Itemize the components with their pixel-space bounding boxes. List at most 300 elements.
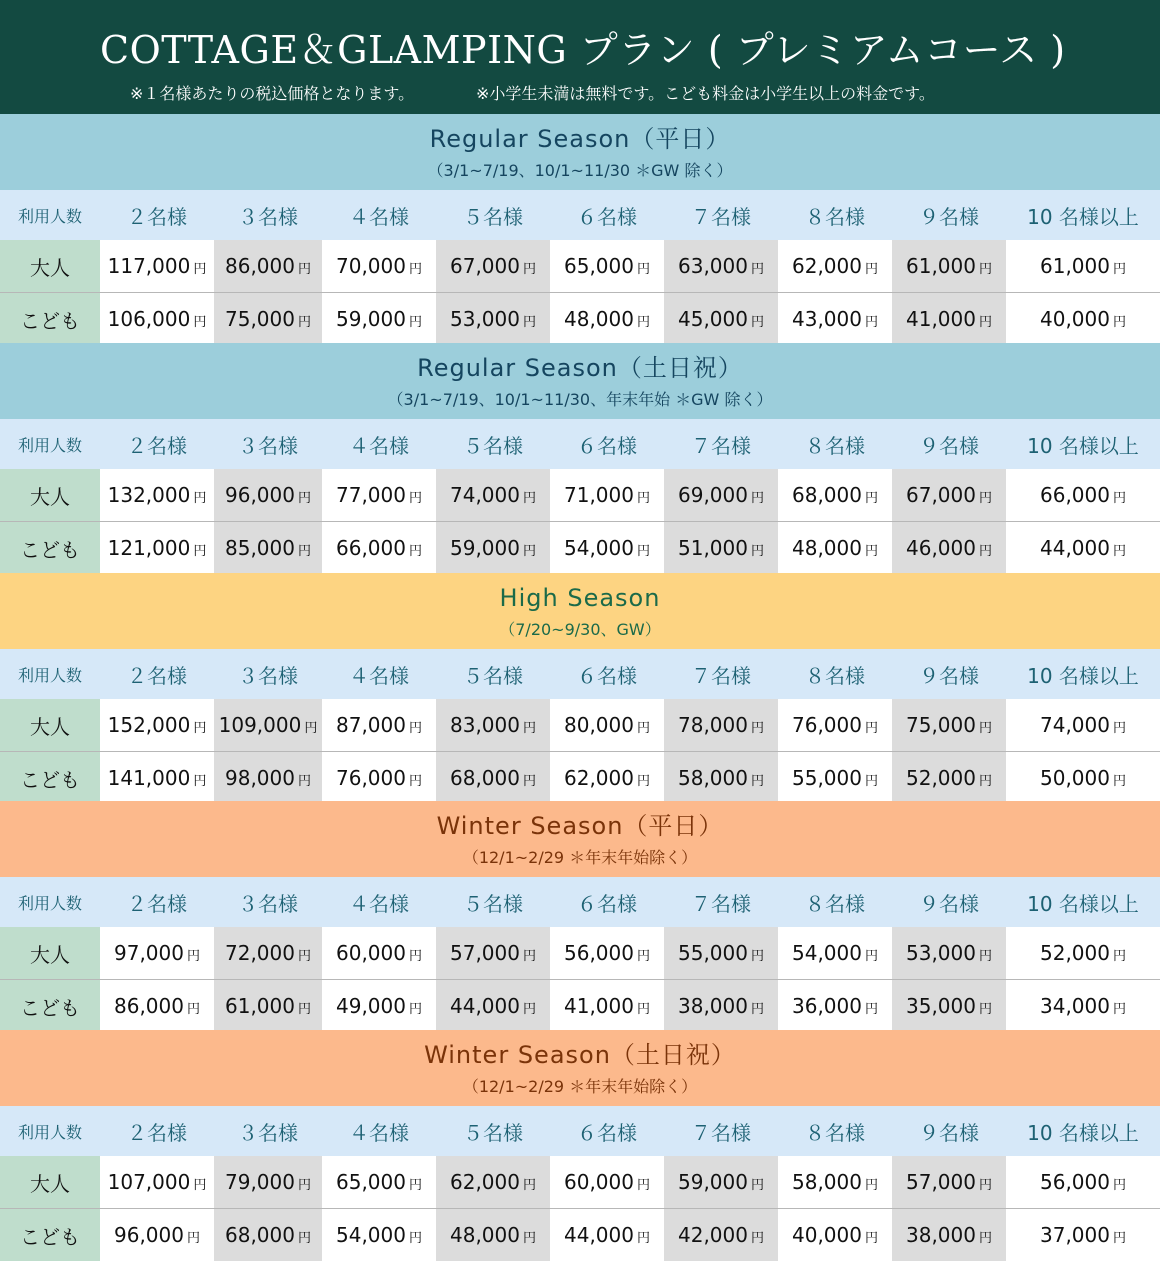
yen-unit: 円 [298, 1231, 311, 1246]
yen-unit: 円 [298, 491, 311, 506]
yen-unit: 円 [1113, 1002, 1126, 1017]
yen-unit: 円 [304, 721, 317, 736]
price-value: 59,000 [678, 1170, 748, 1194]
price-value: 49,000 [336, 994, 406, 1018]
price-cell [550, 980, 664, 1033]
yen-unit: 円 [865, 774, 878, 789]
yen-unit: 円 [979, 721, 992, 736]
yen-unit: 円 [523, 491, 536, 506]
price-cell [1006, 522, 1160, 575]
season-header [0, 573, 1160, 649]
yen-unit: 円 [751, 491, 764, 506]
price-cell [100, 469, 214, 522]
yen-unit: 円 [409, 1178, 422, 1193]
price-cell [214, 1209, 322, 1261]
price-cell [778, 699, 892, 752]
yen-unit: 円 [979, 544, 992, 559]
price-value: 52,000 [906, 766, 976, 790]
price-value: 38,000 [906, 1223, 976, 1247]
yen-unit: 円 [865, 949, 878, 964]
yen-unit: 円 [187, 1002, 200, 1017]
yen-unit: 円 [409, 262, 422, 277]
price-cell [214, 980, 322, 1033]
season-header [0, 114, 1160, 190]
table-row-child [0, 980, 1160, 1033]
price-value: 77,000 [336, 483, 406, 507]
price-cell [322, 240, 436, 293]
price-cell [892, 293, 1006, 346]
price-value: 61,000 [1040, 254, 1110, 278]
column-header: ９名様 [892, 1106, 1006, 1156]
price-value: 75,000 [906, 713, 976, 737]
price-value: 58,000 [792, 1170, 862, 1194]
price-cell [778, 469, 892, 522]
yen-unit: 円 [865, 262, 878, 277]
yen-unit: 円 [1113, 1231, 1126, 1246]
price-value: 75,000 [225, 307, 295, 331]
price-value: 152,000 [108, 713, 191, 737]
price-value: 121,000 [108, 536, 191, 560]
column-header: 10 名様以上 [1006, 419, 1160, 469]
price-value: 48,000 [792, 536, 862, 560]
season-name: High Season [0, 582, 1160, 614]
column-header: ５名様 [436, 419, 550, 469]
price-cell [778, 240, 892, 293]
yen-unit: 円 [637, 1231, 650, 1246]
price-cell [322, 1156, 436, 1209]
column-header: ２名様 [100, 649, 214, 699]
child-label: こども [0, 752, 100, 805]
price-value: 96,000 [225, 483, 295, 507]
price-cell [214, 927, 322, 980]
table-row-adult [0, 240, 1160, 293]
column-header: 10 名様以上 [1006, 649, 1160, 699]
table-row-adult [0, 1156, 1160, 1209]
price-value: 62,000 [450, 1170, 520, 1194]
price-cell [1006, 240, 1160, 293]
yen-unit: 円 [979, 1231, 992, 1246]
price-cell [778, 293, 892, 346]
price-value: 40,000 [1040, 307, 1110, 331]
yen-unit: 円 [751, 262, 764, 277]
column-header-row [0, 419, 1160, 469]
season-name: Winter Season（土日祝） [0, 1039, 1160, 1071]
yen-unit: 円 [751, 1002, 764, 1017]
column-header: ５名様 [436, 190, 550, 240]
yen-unit: 円 [298, 1178, 311, 1193]
table-row-adult [0, 469, 1160, 522]
yen-unit: 円 [523, 1178, 536, 1193]
price-cell [778, 927, 892, 980]
price-cell [436, 469, 550, 522]
page-header [0, 0, 1160, 114]
price-value: 86,000 [225, 254, 295, 278]
price-value: 107,000 [108, 1170, 191, 1194]
price-cell [892, 522, 1006, 575]
yen-unit: 円 [409, 774, 422, 789]
column-header: ９名様 [892, 877, 1006, 927]
price-cell [1006, 980, 1160, 1033]
price-value: 44,000 [1040, 536, 1110, 560]
price-cell [664, 293, 778, 346]
column-header: 10 名様以上 [1006, 877, 1160, 927]
price-cell [214, 469, 322, 522]
price-value: 68,000 [792, 483, 862, 507]
yen-unit: 円 [187, 949, 200, 964]
price-value: 40,000 [792, 1223, 862, 1247]
yen-unit: 円 [637, 544, 650, 559]
price-value: 78,000 [678, 713, 748, 737]
price-cell [664, 469, 778, 522]
row-label-header: 利用人数 [0, 419, 100, 469]
price-value: 55,000 [678, 941, 748, 965]
yen-unit: 円 [298, 544, 311, 559]
price-cell [100, 293, 214, 346]
price-value: 106,000 [108, 307, 191, 331]
season-dates: （3/1~7/19、10/1~11/30、年末年始 ＊GW 除く） [0, 389, 1160, 411]
price-cell [436, 1209, 550, 1261]
price-value: 58,000 [678, 766, 748, 790]
column-header: ６名様 [550, 877, 664, 927]
price-cell [664, 240, 778, 293]
price-cell [664, 1209, 778, 1261]
price-cell [322, 522, 436, 575]
yen-unit: 円 [193, 544, 206, 559]
season-header [0, 1030, 1160, 1106]
price-value: 44,000 [564, 1223, 634, 1247]
price-table [0, 190, 1160, 345]
column-header: ６名様 [550, 190, 664, 240]
price-cell [322, 927, 436, 980]
table-row-adult [0, 699, 1160, 752]
price-cell [550, 699, 664, 752]
price-cell [322, 980, 436, 1033]
yen-unit: 円 [1113, 491, 1126, 506]
yen-unit: 円 [193, 721, 206, 736]
price-value: 62,000 [564, 766, 634, 790]
price-cell [1006, 1209, 1160, 1261]
yen-unit: 円 [193, 491, 206, 506]
column-header: ４名様 [322, 877, 436, 927]
price-cell [100, 1156, 214, 1209]
yen-unit: 円 [637, 774, 650, 789]
column-header: ５名様 [436, 649, 550, 699]
price-cell [892, 1209, 1006, 1261]
season-name: Winter Season（平日） [0, 810, 1160, 842]
price-cell [1006, 469, 1160, 522]
yen-unit: 円 [409, 721, 422, 736]
price-value: 74,000 [1040, 713, 1110, 737]
row-label-header: 利用人数 [0, 877, 100, 927]
price-cell [892, 980, 1006, 1033]
yen-unit: 円 [409, 315, 422, 330]
price-value: 61,000 [225, 994, 295, 1018]
row-label-header: 利用人数 [0, 1106, 100, 1156]
column-header: ３名様 [214, 419, 322, 469]
price-cell [550, 1156, 664, 1209]
column-header: ７名様 [664, 877, 778, 927]
price-value: 41,000 [564, 994, 634, 1018]
season-dates: （12/1~2/29 ＊年末年始除く） [0, 847, 1160, 869]
price-cell [100, 980, 214, 1033]
price-value: 52,000 [1040, 941, 1110, 965]
yen-unit: 円 [1113, 544, 1126, 559]
page-title: COTTAGE＆GLAMPING プラン ( プレミアムコース ) [100, 26, 1140, 74]
price-value: 46,000 [906, 536, 976, 560]
column-header: ９名様 [892, 419, 1006, 469]
column-header: 10 名様以上 [1006, 1106, 1160, 1156]
season-name: Regular Season（平日） [0, 123, 1160, 155]
table-row-child [0, 522, 1160, 575]
column-header: ５名様 [436, 1106, 550, 1156]
season-header [0, 343, 1160, 419]
column-header: ２名様 [100, 190, 214, 240]
price-value: 65,000 [564, 254, 634, 278]
yen-unit: 円 [193, 774, 206, 789]
price-value: 61,000 [906, 254, 976, 278]
column-header: ４名様 [322, 1106, 436, 1156]
column-header: ８名様 [778, 649, 892, 699]
price-cell [664, 1156, 778, 1209]
yen-unit: 円 [1113, 262, 1126, 277]
yen-unit: 円 [751, 949, 764, 964]
price-cell [214, 240, 322, 293]
price-cell [550, 240, 664, 293]
price-value: 68,000 [450, 766, 520, 790]
yen-unit: 円 [523, 949, 536, 964]
yen-unit: 円 [751, 721, 764, 736]
price-value: 51,000 [678, 536, 748, 560]
yen-unit: 円 [865, 721, 878, 736]
column-header-row [0, 877, 1160, 927]
column-header: ３名様 [214, 1106, 322, 1156]
adult-label: 大人 [0, 699, 100, 752]
season-name: Regular Season（土日祝） [0, 352, 1160, 384]
column-header: ８名様 [778, 1106, 892, 1156]
price-cell [1006, 293, 1160, 346]
yen-unit: 円 [1113, 949, 1126, 964]
yen-unit: 円 [1113, 315, 1126, 330]
child-label: こども [0, 522, 100, 575]
yen-unit: 円 [193, 1178, 206, 1193]
price-value: 80,000 [564, 713, 634, 737]
yen-unit: 円 [637, 949, 650, 964]
price-value: 109,000 [219, 713, 302, 737]
column-header: ８名様 [778, 877, 892, 927]
price-cell [550, 293, 664, 346]
price-value: 59,000 [336, 307, 406, 331]
column-header: ２名様 [100, 1106, 214, 1156]
price-value: 63,000 [678, 254, 748, 278]
yen-unit: 円 [1113, 1178, 1126, 1193]
price-value: 35,000 [906, 994, 976, 1018]
yen-unit: 円 [979, 1002, 992, 1017]
price-value: 43,000 [792, 307, 862, 331]
price-cell [664, 522, 778, 575]
yen-unit: 円 [193, 262, 206, 277]
price-value: 36,000 [792, 994, 862, 1018]
yen-unit: 円 [979, 315, 992, 330]
row-label-header: 利用人数 [0, 649, 100, 699]
price-value: 54,000 [564, 536, 634, 560]
price-value: 141,000 [108, 766, 191, 790]
price-value: 56,000 [1040, 1170, 1110, 1194]
yen-unit: 円 [637, 315, 650, 330]
price-value: 68,000 [225, 1223, 295, 1247]
price-cell [664, 752, 778, 805]
column-header: ８名様 [778, 190, 892, 240]
column-header: ５名様 [436, 877, 550, 927]
price-value: 38,000 [678, 994, 748, 1018]
price-cell [550, 1209, 664, 1261]
price-cell [778, 1209, 892, 1261]
price-cell [100, 1209, 214, 1261]
season-dates: （3/1~7/19、10/1~11/30 ＊GW 除く） [0, 160, 1160, 182]
yen-unit: 円 [409, 491, 422, 506]
price-cell [1006, 752, 1160, 805]
price-value: 59,000 [450, 536, 520, 560]
price-cell [436, 293, 550, 346]
price-cell [436, 980, 550, 1033]
child-label: こども [0, 1209, 100, 1261]
yen-unit: 円 [979, 262, 992, 277]
price-cell [322, 752, 436, 805]
price-cell [214, 293, 322, 346]
price-value: 55,000 [792, 766, 862, 790]
column-header: ４名様 [322, 649, 436, 699]
price-cell [778, 1156, 892, 1209]
yen-unit: 円 [751, 774, 764, 789]
price-value: 70,000 [336, 254, 406, 278]
price-cell [892, 927, 1006, 980]
price-cell [550, 469, 664, 522]
price-table [0, 649, 1160, 804]
price-value: 54,000 [792, 941, 862, 965]
column-header-row [0, 190, 1160, 240]
price-cell [778, 980, 892, 1033]
yen-unit: 円 [751, 1178, 764, 1193]
yen-unit: 円 [865, 1002, 878, 1017]
column-header: ９名様 [892, 190, 1006, 240]
price-value: 79,000 [225, 1170, 295, 1194]
price-value: 54,000 [336, 1223, 406, 1247]
price-value: 67,000 [450, 254, 520, 278]
price-cell [778, 752, 892, 805]
price-value: 85,000 [225, 536, 295, 560]
price-value: 53,000 [450, 307, 520, 331]
price-value: 98,000 [225, 766, 295, 790]
price-value: 96,000 [114, 1223, 184, 1247]
price-value: 62,000 [792, 254, 862, 278]
column-header: ６名様 [550, 1106, 664, 1156]
table-row-adult [0, 927, 1160, 980]
yen-unit: 円 [409, 1231, 422, 1246]
yen-unit: 円 [751, 1231, 764, 1246]
adult-label: 大人 [0, 240, 100, 293]
price-cell [892, 469, 1006, 522]
yen-unit: 円 [523, 262, 536, 277]
price-value: 65,000 [336, 1170, 406, 1194]
price-value: 60,000 [564, 1170, 634, 1194]
price-value: 71,000 [564, 483, 634, 507]
price-cell [892, 1156, 1006, 1209]
yen-unit: 円 [865, 491, 878, 506]
adult-label: 大人 [0, 1156, 100, 1209]
column-header: ７名様 [664, 190, 778, 240]
price-cell [322, 293, 436, 346]
price-value: 42,000 [678, 1223, 748, 1247]
child-label: こども [0, 293, 100, 346]
yen-unit: 円 [979, 774, 992, 789]
price-cell [550, 522, 664, 575]
price-cell [214, 752, 322, 805]
column-header: ７名様 [664, 649, 778, 699]
price-cell [214, 699, 322, 752]
yen-unit: 円 [523, 1002, 536, 1017]
price-cell [436, 699, 550, 752]
yen-unit: 円 [979, 1178, 992, 1193]
price-value: 72,000 [225, 941, 295, 965]
price-cell [100, 752, 214, 805]
price-value: 132,000 [108, 483, 191, 507]
price-cell [778, 522, 892, 575]
price-cell [664, 980, 778, 1033]
row-label-header: 利用人数 [0, 190, 100, 240]
price-value: 66,000 [1040, 483, 1110, 507]
price-cell [1006, 927, 1160, 980]
yen-unit: 円 [193, 315, 206, 330]
yen-unit: 円 [751, 544, 764, 559]
price-cell [214, 522, 322, 575]
yen-unit: 円 [637, 491, 650, 506]
price-value: 44,000 [450, 994, 520, 1018]
yen-unit: 円 [523, 315, 536, 330]
column-header: 10 名様以上 [1006, 190, 1160, 240]
column-header: ２名様 [100, 419, 214, 469]
column-header: ９名様 [892, 649, 1006, 699]
column-header: ４名様 [322, 190, 436, 240]
price-cell [436, 1156, 550, 1209]
price-value: 69,000 [678, 483, 748, 507]
yen-unit: 円 [298, 1002, 311, 1017]
price-value: 37,000 [1040, 1223, 1110, 1247]
yen-unit: 円 [637, 1002, 650, 1017]
price-value: 117,000 [108, 254, 191, 278]
yen-unit: 円 [523, 544, 536, 559]
season-header [0, 801, 1160, 877]
price-value: 76,000 [792, 713, 862, 737]
column-header: ３名様 [214, 190, 322, 240]
price-cell [436, 927, 550, 980]
price-cell [1006, 699, 1160, 752]
price-cell [100, 927, 214, 980]
yen-unit: 円 [187, 1231, 200, 1246]
yen-unit: 円 [298, 774, 311, 789]
price-value: 56,000 [564, 941, 634, 965]
yen-unit: 円 [1113, 774, 1126, 789]
price-value: 45,000 [678, 307, 748, 331]
child-label: こども [0, 980, 100, 1033]
price-note: ※１名様あたりの税込価格となります。 [130, 84, 414, 104]
price-cell [322, 699, 436, 752]
yen-unit: 円 [298, 315, 311, 330]
price-table [0, 877, 1160, 1032]
price-value: 83,000 [450, 713, 520, 737]
price-value: 66,000 [336, 536, 406, 560]
table-row-child [0, 293, 1160, 346]
season-dates: （12/1~2/29 ＊年末年始除く） [0, 1076, 1160, 1098]
adult-label: 大人 [0, 927, 100, 980]
